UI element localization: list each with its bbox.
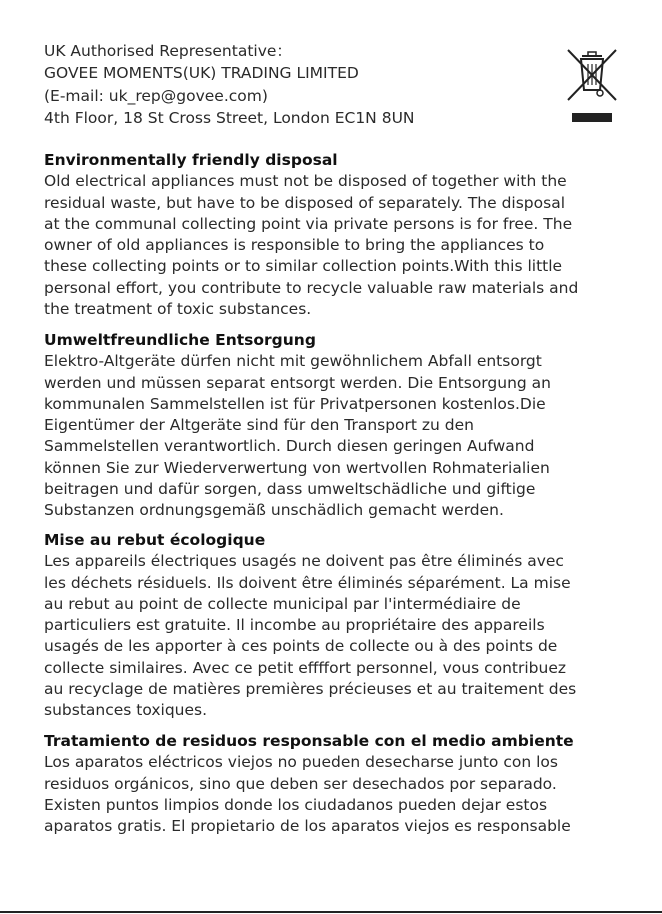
section-heading: Tratamiento de residuos responsable con el medio ambiente [44,732,574,750]
paragraph-line: personal effort, you contribute to recycle valuable raw materials and [44,278,579,297]
paragraph-line: Existen puntos limpios donde los ciudadanos pueden dejar estos [44,795,548,814]
paragraph-line: kommunalen Sammelstellen ist für Privatpersonen kostenlos.Die [44,394,546,413]
section-de [44,330,624,522]
paragraph-line: au recyclage de matières premières précieuses et au traitement des [44,680,577,699]
paragraph-line: Eigentümer der Altgeräte sind für den Transport zu den [44,416,475,435]
paragraph-line: owner of old appliances is responsible to bring the appliances to [44,236,545,255]
paragraph-line: aparatos gratis. El propietario de los aparatos viejos es responsable [44,817,571,836]
crossed-out-wheelie-bin-icon [562,44,620,124]
section-heading: Umweltfreundliche Entsorgung [44,331,316,349]
paragraph-line: Sammelstellen verantwortlich. Durch diesen geringen Aufwand [44,437,535,456]
section-en [44,150,624,320]
representative-email: (E-mail: uk_rep@govee.com) [44,86,268,105]
paragraph-line: au rebut au point de collecte municipal par l'intermédiaire de [44,594,521,613]
paragraph-line: Les appareils électriques usagés ne doivent pas être éliminés avec [44,552,564,571]
paragraph-line: Old electrical appliances must not be disposed of together with the [44,172,567,191]
paragraph-line: particuliers est gratuite. Il incombe au propriétaire des appareils [44,616,545,635]
paragraph-line: Substanzen ordnungsgemäß unschädlich gemacht werden. [44,501,504,520]
paragraph-line: können Sie zur Wiederverwertung von wertvollen Rohmaterialien [44,458,550,477]
representative-block [44,40,415,129]
section-heading: Mise au rebut écologique [44,531,266,549]
paragraph-line: les déchets résiduels. Ils doivent être éliminés séparément. La mise [44,573,571,592]
representative-label: UK Authorised Representative： [44,42,292,60]
paragraph-line: residual waste, but have to be disposed of separately. The disposal [44,193,565,212]
paragraph-line: at the communal collecting point via private persons is for free. The [44,214,573,233]
paragraph-line: Los aparatos eléctricos viejos no pueden desecharse junto con los [44,753,558,772]
paragraph-line: the treatment of toxic substances. [44,300,312,319]
representative-company: GOVEE MOMENTS(UK) TRADING LIMITED [44,64,359,83]
paragraph-line: usagés de les apporter à ces points de collecte ou à des points de [44,637,558,656]
paragraph-line: residuos orgánicos, sino que deben ser desechados por separado. [44,774,557,793]
representative-address: 4th Floor, 18 St Cross Street, London EC1N 8UN [44,108,415,127]
section-es [44,731,624,837]
paragraph-line: werden und müssen separat entsorgt werden. Die Entsorgung an [44,373,551,392]
paragraph-line: collecte similaires. Avec ce petit effffort personnel, vous contribuez [44,658,567,677]
paragraph-line: substances toxiques. [44,701,208,720]
section-heading: Environmentally friendly disposal [44,151,338,169]
section-fr [44,530,624,722]
paragraph-line: these collecting points or to similar collection points.With this little [44,257,563,276]
bottom-divider [0,911,662,913]
paragraph-line: Elektro-Altgeräte dürfen nicht mit gewöhnlichem Abfall entsorgt [44,352,542,371]
paragraph-line: beitragen und dafür sorgen, dass umweltschädliche und giftige [44,480,536,499]
